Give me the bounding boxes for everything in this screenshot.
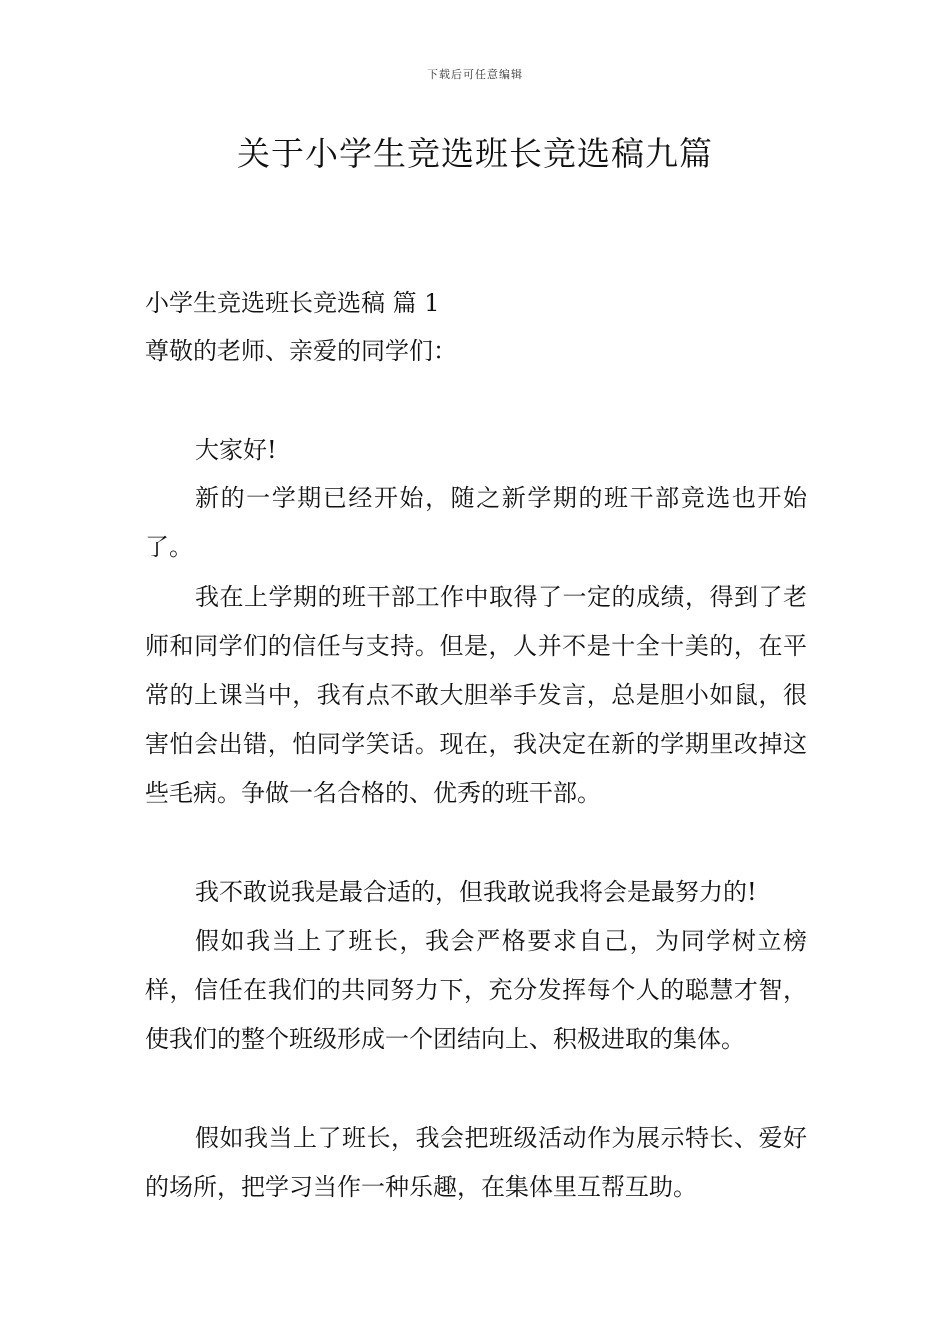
- paragraph: 我在上学期的班干部工作中取得了一定的成绩，得到了老师和同学们的信任与支持。但是，人并不是十全十美的，在平常的上课当中，我有点不敢大胆举手发言，总是胆小如鼠，很害怕会出错，怕同学笑话。现在，我决定在新的学期里改掉这些毛病。争做一名合格的、优秀的班干部。: [145, 583, 807, 807]
- salutation: 尊敬的老师、亲爱的同学们：: [145, 337, 457, 365]
- header-note: 下载后可任意编辑: [427, 68, 523, 81]
- paragraph-greeting: 大家好!: [195, 436, 277, 464]
- paragraph: 假如我当上了班长，我会严格要求自己，为同学树立榜样，信任在我们的共同努力下，充分发挥每个人的聪慧才智，使我们的整个班级形成一个团结向上、积极进取的集体。: [145, 927, 807, 1053]
- paragraph: 假如我当上了班长，我会把班级活动作为展示特长、爱好的场所，把学习当作一种乐趣，在集体里互帮互助。: [145, 1124, 807, 1201]
- document-title: 关于小学生竞选班长竞选稿九篇: [237, 134, 713, 173]
- paragraph: 我不敢说我是最合适的，但我敢说我将会是最努力的!: [195, 878, 757, 906]
- section-heading: 小学生竞选班长竞选稿 篇 1: [145, 289, 440, 317]
- paragraph: 新的一学期已经开始，随之新学期的班干部竞选也开始了。: [145, 484, 807, 561]
